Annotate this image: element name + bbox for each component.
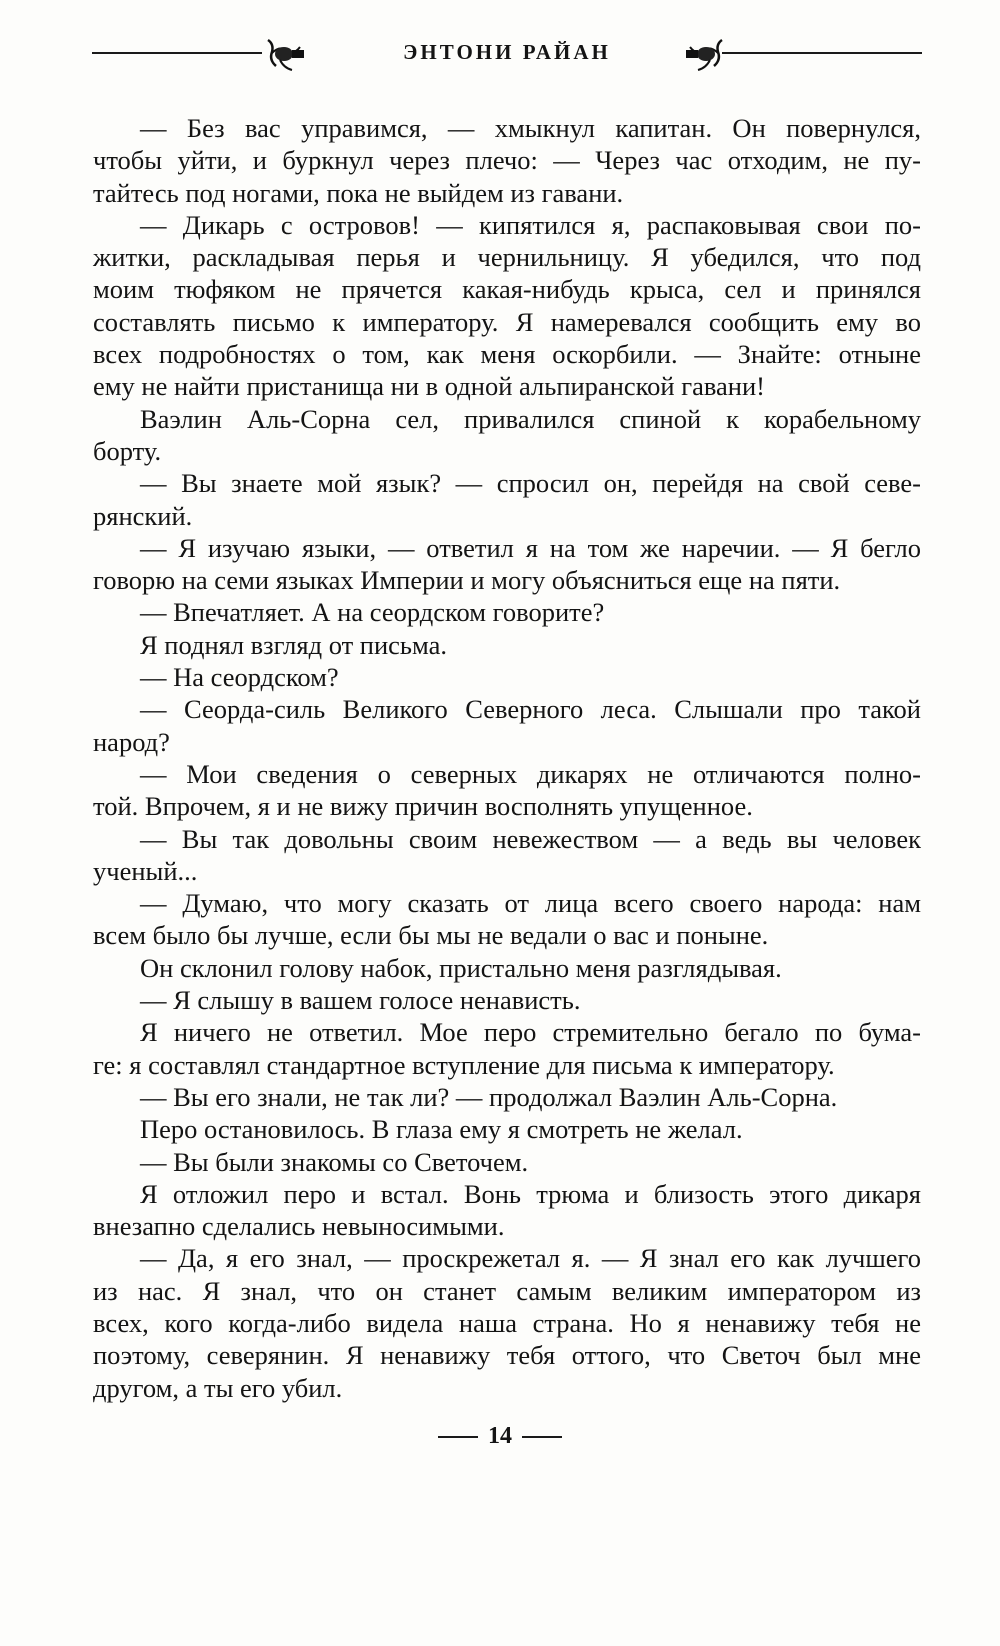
- paragraph: [93, 532, 921, 597]
- text-line: рянский.: [93, 500, 193, 531]
- paragraph: [93, 1113, 921, 1145]
- paragraph: [93, 596, 921, 628]
- text-line: говорю на семи языках Империи и могу объясниться еще на пяти.: [93, 565, 841, 596]
- text-line: — На сеордском?: [140, 662, 339, 693]
- text-line: той. Впрочем, я и не вижу причин восполнять упущенное.: [93, 791, 753, 822]
- paragraph: [93, 952, 921, 984]
- running-header: [92, 32, 922, 72]
- text-line: — Я изучаю языки, — ответил я на том же наречии. — Я бегло: [140, 532, 921, 563]
- paragraph: [93, 403, 921, 468]
- text-line: внезапно сделались невыносимыми.: [93, 1211, 505, 1242]
- text-line: чтобы уйти, и буркнул через плечо: — Через час отходим, не пу-: [93, 145, 921, 176]
- paragraph: [93, 758, 921, 823]
- paragraph: [93, 209, 921, 403]
- paragraph: [93, 984, 921, 1016]
- page-body-text: [93, 112, 921, 1404]
- text-line: — Сеорда-силь Великого Северного леса. Слышали про такой: [140, 694, 921, 725]
- text-line: житки, раскладывая перья и чернильницу. Я убедился, что под: [93, 242, 921, 273]
- text-line: — Я слышу в вашем голосе ненависть.: [140, 985, 581, 1016]
- text-line: Я поднял взгляд от письма.: [140, 629, 447, 660]
- book-author-title: ЭНТОНИ РАЙАН: [403, 40, 611, 64]
- paragraph: [93, 887, 921, 952]
- text-line: составлять письмо к императору. Я намеревался сообщить ему во: [93, 306, 921, 337]
- paragraph: [93, 112, 921, 209]
- paragraph: [93, 467, 921, 532]
- header-rule-right: [722, 52, 922, 54]
- page-number-dash-right: [522, 1436, 562, 1438]
- page-number-dash-left: [438, 1436, 478, 1438]
- paragraph: [93, 661, 921, 693]
- text-line: Перо остановилось. В глаза ему я смотреть не желал.: [140, 1114, 743, 1145]
- text-line: — Мои сведения о северных дикарях не отличаются полно-: [140, 758, 921, 789]
- paragraph: [93, 1146, 921, 1178]
- text-line: народ?: [93, 726, 170, 757]
- text-line: ученый...: [93, 855, 198, 886]
- text-line: всем было бы лучше, если бы мы не ведали о вас и поныне.: [93, 920, 769, 951]
- text-line: моим тюфяком не прячется какая-нибудь крыса, сел и принялся: [93, 274, 921, 305]
- text-line: — Впечатляет. А на сеордском говорите?: [140, 597, 605, 628]
- paragraph: [93, 629, 921, 661]
- page-number: [0, 1423, 1000, 1450]
- sword-ornament-icon: [680, 34, 728, 72]
- text-line: — Думаю, что могу сказать от лица всего своего народа: нам: [140, 888, 921, 919]
- paragraph: [93, 1242, 921, 1403]
- text-line: поэтому, северянин. Я ненавижу тебя оттого, что Светоч был мне: [93, 1340, 921, 1371]
- paragraph: [93, 1016, 921, 1081]
- text-line: Я отложил перо и встал. Вонь трюма и близость этого дикаря: [140, 1178, 921, 1209]
- text-line: Он склонил голову набок, пристально меня разглядывая.: [140, 952, 782, 983]
- text-line: Я ничего не ответил. Мое перо стремительно бегало по бума-: [140, 1017, 921, 1048]
- page-number-value: 14: [488, 1423, 512, 1449]
- paragraph: [93, 1178, 921, 1243]
- text-line: всех, кого когда-либо видела наша страна. Но я ненавижу тебя не: [93, 1307, 921, 1338]
- text-line: ему не найти пристанища ни в одной альпиранской гавани!: [93, 371, 765, 402]
- text-line: борту.: [93, 435, 162, 466]
- paragraph: [93, 693, 921, 758]
- text-line: тайтесь под ногами, пока не выйдем из гавани.: [93, 177, 624, 208]
- text-line: — Дикарь с островов! — кипятился я, распаковывая свои по-: [140, 209, 921, 240]
- text-line: — Вы были знакомы со Светочем.: [140, 1146, 529, 1177]
- text-line: — Вы знаете мой язык? — спросил он, перейдя на свой севе-: [140, 468, 921, 499]
- paragraph: [93, 1081, 921, 1113]
- text-line: — Да, я его знал, — проскрежетал я. — Я знал его как лучшего: [140, 1243, 921, 1274]
- text-line: — Вы так довольны своим невежеством — а ведь вы человек: [140, 823, 921, 854]
- text-line: ге: я составлял стандартное вступление для письма к императору.: [93, 1049, 835, 1080]
- text-line: — Вы его знали, не так ли? — продолжал Ваэлин Аль-Сорна.: [140, 1081, 838, 1112]
- text-line: — Без вас управимся, — хмыкнул капитан. Он повернулся,: [140, 113, 921, 143]
- text-line: Ваэлин Аль-Сорна сел, привалился спиной к корабельному: [140, 403, 921, 434]
- text-line: всех подробностях о том, как меня оскорбили. — Знайте: отныне: [93, 339, 921, 370]
- text-line: из нас. Я знал, что он станет самым великим императором из: [93, 1275, 921, 1306]
- text-line: другом, а ты его убил.: [93, 1372, 343, 1403]
- paragraph: [93, 823, 921, 888]
